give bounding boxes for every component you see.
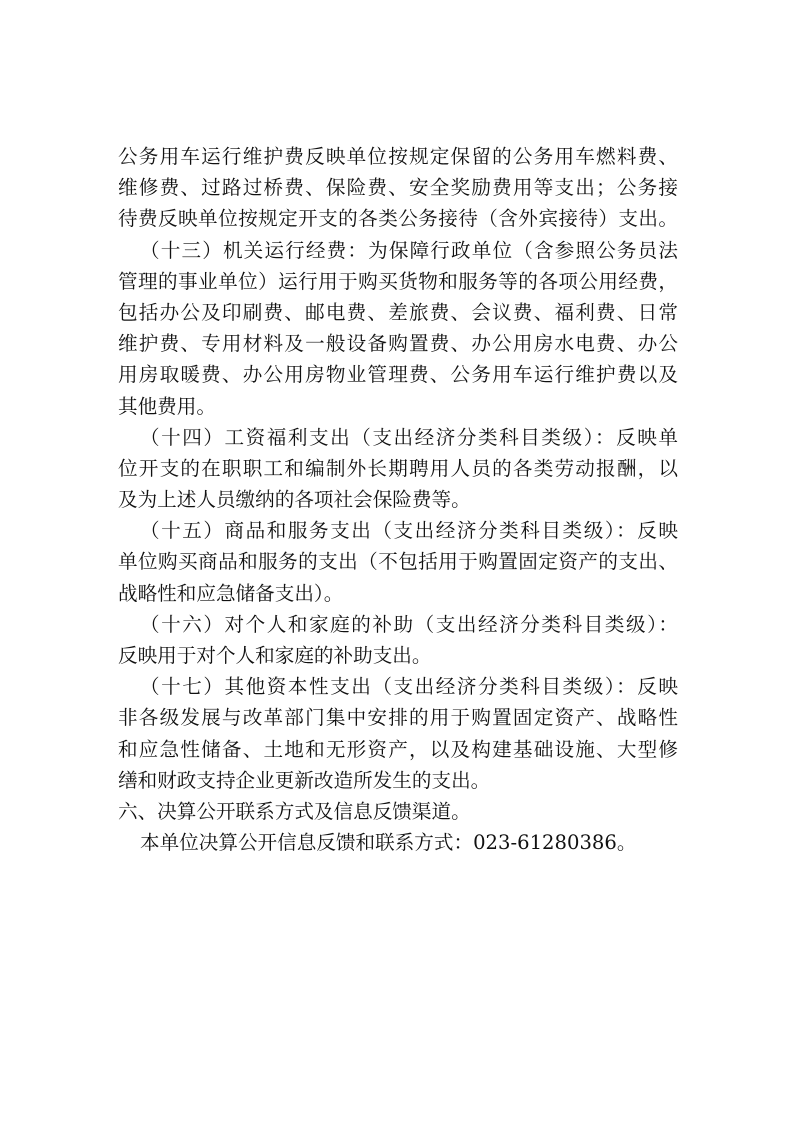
paragraph-line: 待费反映单位按规定开支的各类公务接待（含外宾接待）支出。 xyxy=(118,207,678,231)
document-body xyxy=(118,141,678,858)
paragraph-line: 其他费用。 xyxy=(118,394,216,418)
paragraph-line: （十四）工资福利支出（支出经济分类科目类级）：反映单 xyxy=(140,425,678,449)
paragraph-line: （十六）对个人和家庭的补助（支出经济分类科目类级）： xyxy=(140,612,678,636)
paragraph-line: 非各级发展与改革部门集中安排的用于购置固定资产、战略性 xyxy=(118,706,678,730)
paragraph-line: 包括办公及印刷费、邮电费、差旅费、会议费、福利费、日常 xyxy=(118,300,678,324)
paragraph-line: 位开支的在职职工和编制外长期聘用人员的各类劳动报酬，以 xyxy=(118,456,678,480)
paragraph-line: 及为上述人员缴纳的各项社会保险费等。 xyxy=(118,488,471,512)
paragraph-line: 战略性和应急储备支出）。 xyxy=(118,581,344,605)
paragraph-line: （十五）商品和服务支出（支出经济分类科目类级）：反映 xyxy=(140,519,678,543)
paragraph-line: 维修费、过路过桥费、保险费、安全奖励费用等支出；公务接 xyxy=(118,176,678,200)
paragraph-line: 单位购买商品和服务的支出（不包括用于购置固定资产的支出、 xyxy=(118,550,678,574)
paragraph-line: （十三）机关运行经费：为保障行政单位（含参照公务员法 xyxy=(140,238,678,262)
paragraph-line: 缮和财政支持企业更新改造所发生的支出。 xyxy=(118,768,491,792)
contact-paragraph: 本单位决算公开信息反馈和联系方式：023-61280386。 xyxy=(140,831,637,855)
paragraph-line: 公务用车运行维护费反映单位按规定保留的公务用车燃料费、 xyxy=(118,145,678,168)
paragraph-line: 管理的事业单位）运行用于购买货物和服务等的各项公用经费， xyxy=(118,269,678,293)
paragraph-line: （十七）其他资本性支出（支出经济分类科目类级）：反映 xyxy=(140,675,678,699)
section-heading: 六、决算公开联系方式及信息反馈渠道。 xyxy=(118,799,471,823)
paragraph-line: 用房取暖费、办公用房物业管理费、公务用车运行维护费以及 xyxy=(118,363,678,387)
paragraph-line: 维护费、专用材料及一般设备购置费、办公用房水电费、办公 xyxy=(118,332,678,356)
paragraph-line: 反映用于对个人和家庭的补助支出。 xyxy=(118,644,432,667)
paragraph-line: 和应急性储备、土地和无形资产，以及构建基础设施、大型修 xyxy=(118,737,678,761)
